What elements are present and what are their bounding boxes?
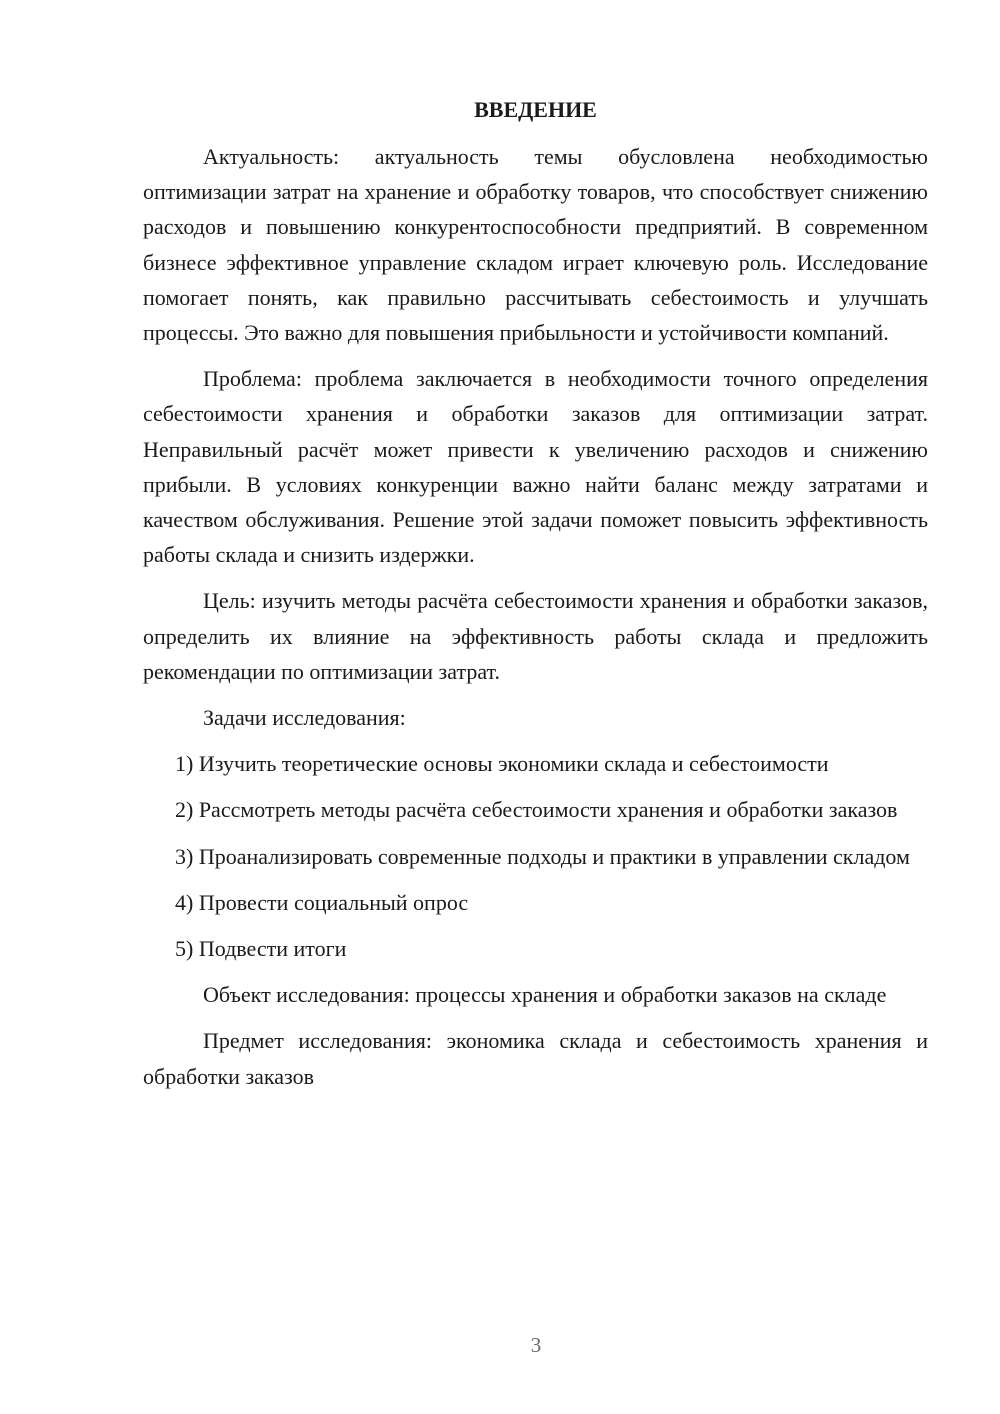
paragraph-goal: Цель: изучить методы расчёта себестоимости хранения и обработки заказов, определить их влияние на эффективность работы склада и предложить рекомендации по оптимизации затрат. bbox=[143, 588, 928, 684]
document-page bbox=[143, 92, 928, 1105]
task-item-5: 5) Подвести итоги bbox=[175, 936, 347, 962]
task-item-3: 3) Проанализировать современные подходы и практики в управлении складом bbox=[175, 843, 910, 869]
task-item-4: 4) Провести социальный опрос bbox=[175, 889, 469, 915]
paragraph-relevance: Актуальность: актуальность темы обусловлена необходимостью оптимизации затрат на хранение и обработку товаров, что способствует снижению расходов и повышению конкурентоспособности предприятий. В современном бизнесе эффективное управление складом играет ключевую роль. Исследование помогает понять, как правильно рассчитывать себестоимость и улучшать процессы. Это важно для повышения прибыльности и устойчивости компаний. bbox=[143, 144, 928, 346]
tasks-heading: Задачи исследования: bbox=[203, 705, 406, 731]
task-item-1: 1) Изучить теоретические основы экономики склада и себестоимости bbox=[175, 751, 829, 777]
page-number: 3 bbox=[530, 1333, 542, 1357]
paragraph-problem: Проблема: проблема заключается в необходимости точного определения себестоимости хранения и обработки заказов для оптимизации затрат. Неправильный расчёт может привести к увеличению расходов и снижению прибыли. В условиях конкуренции важно найти баланс между затратами и качеством обслуживания. Решение этой задачи поможет повысить эффективность работы склада и снизить издержки. bbox=[143, 366, 928, 568]
paragraph-object: Объект исследования: процессы хранения и обработки заказов на складе bbox=[203, 982, 887, 1008]
section-title: ВВЕДЕНИЕ bbox=[474, 97, 597, 122]
task-item-2: 2) Рассмотреть методы расчёта себестоимости хранения и обработки заказов bbox=[175, 797, 898, 823]
paragraph-subject: Предмет исследования: экономика склада и себестоимость хранения и обработки заказов bbox=[143, 1028, 928, 1089]
